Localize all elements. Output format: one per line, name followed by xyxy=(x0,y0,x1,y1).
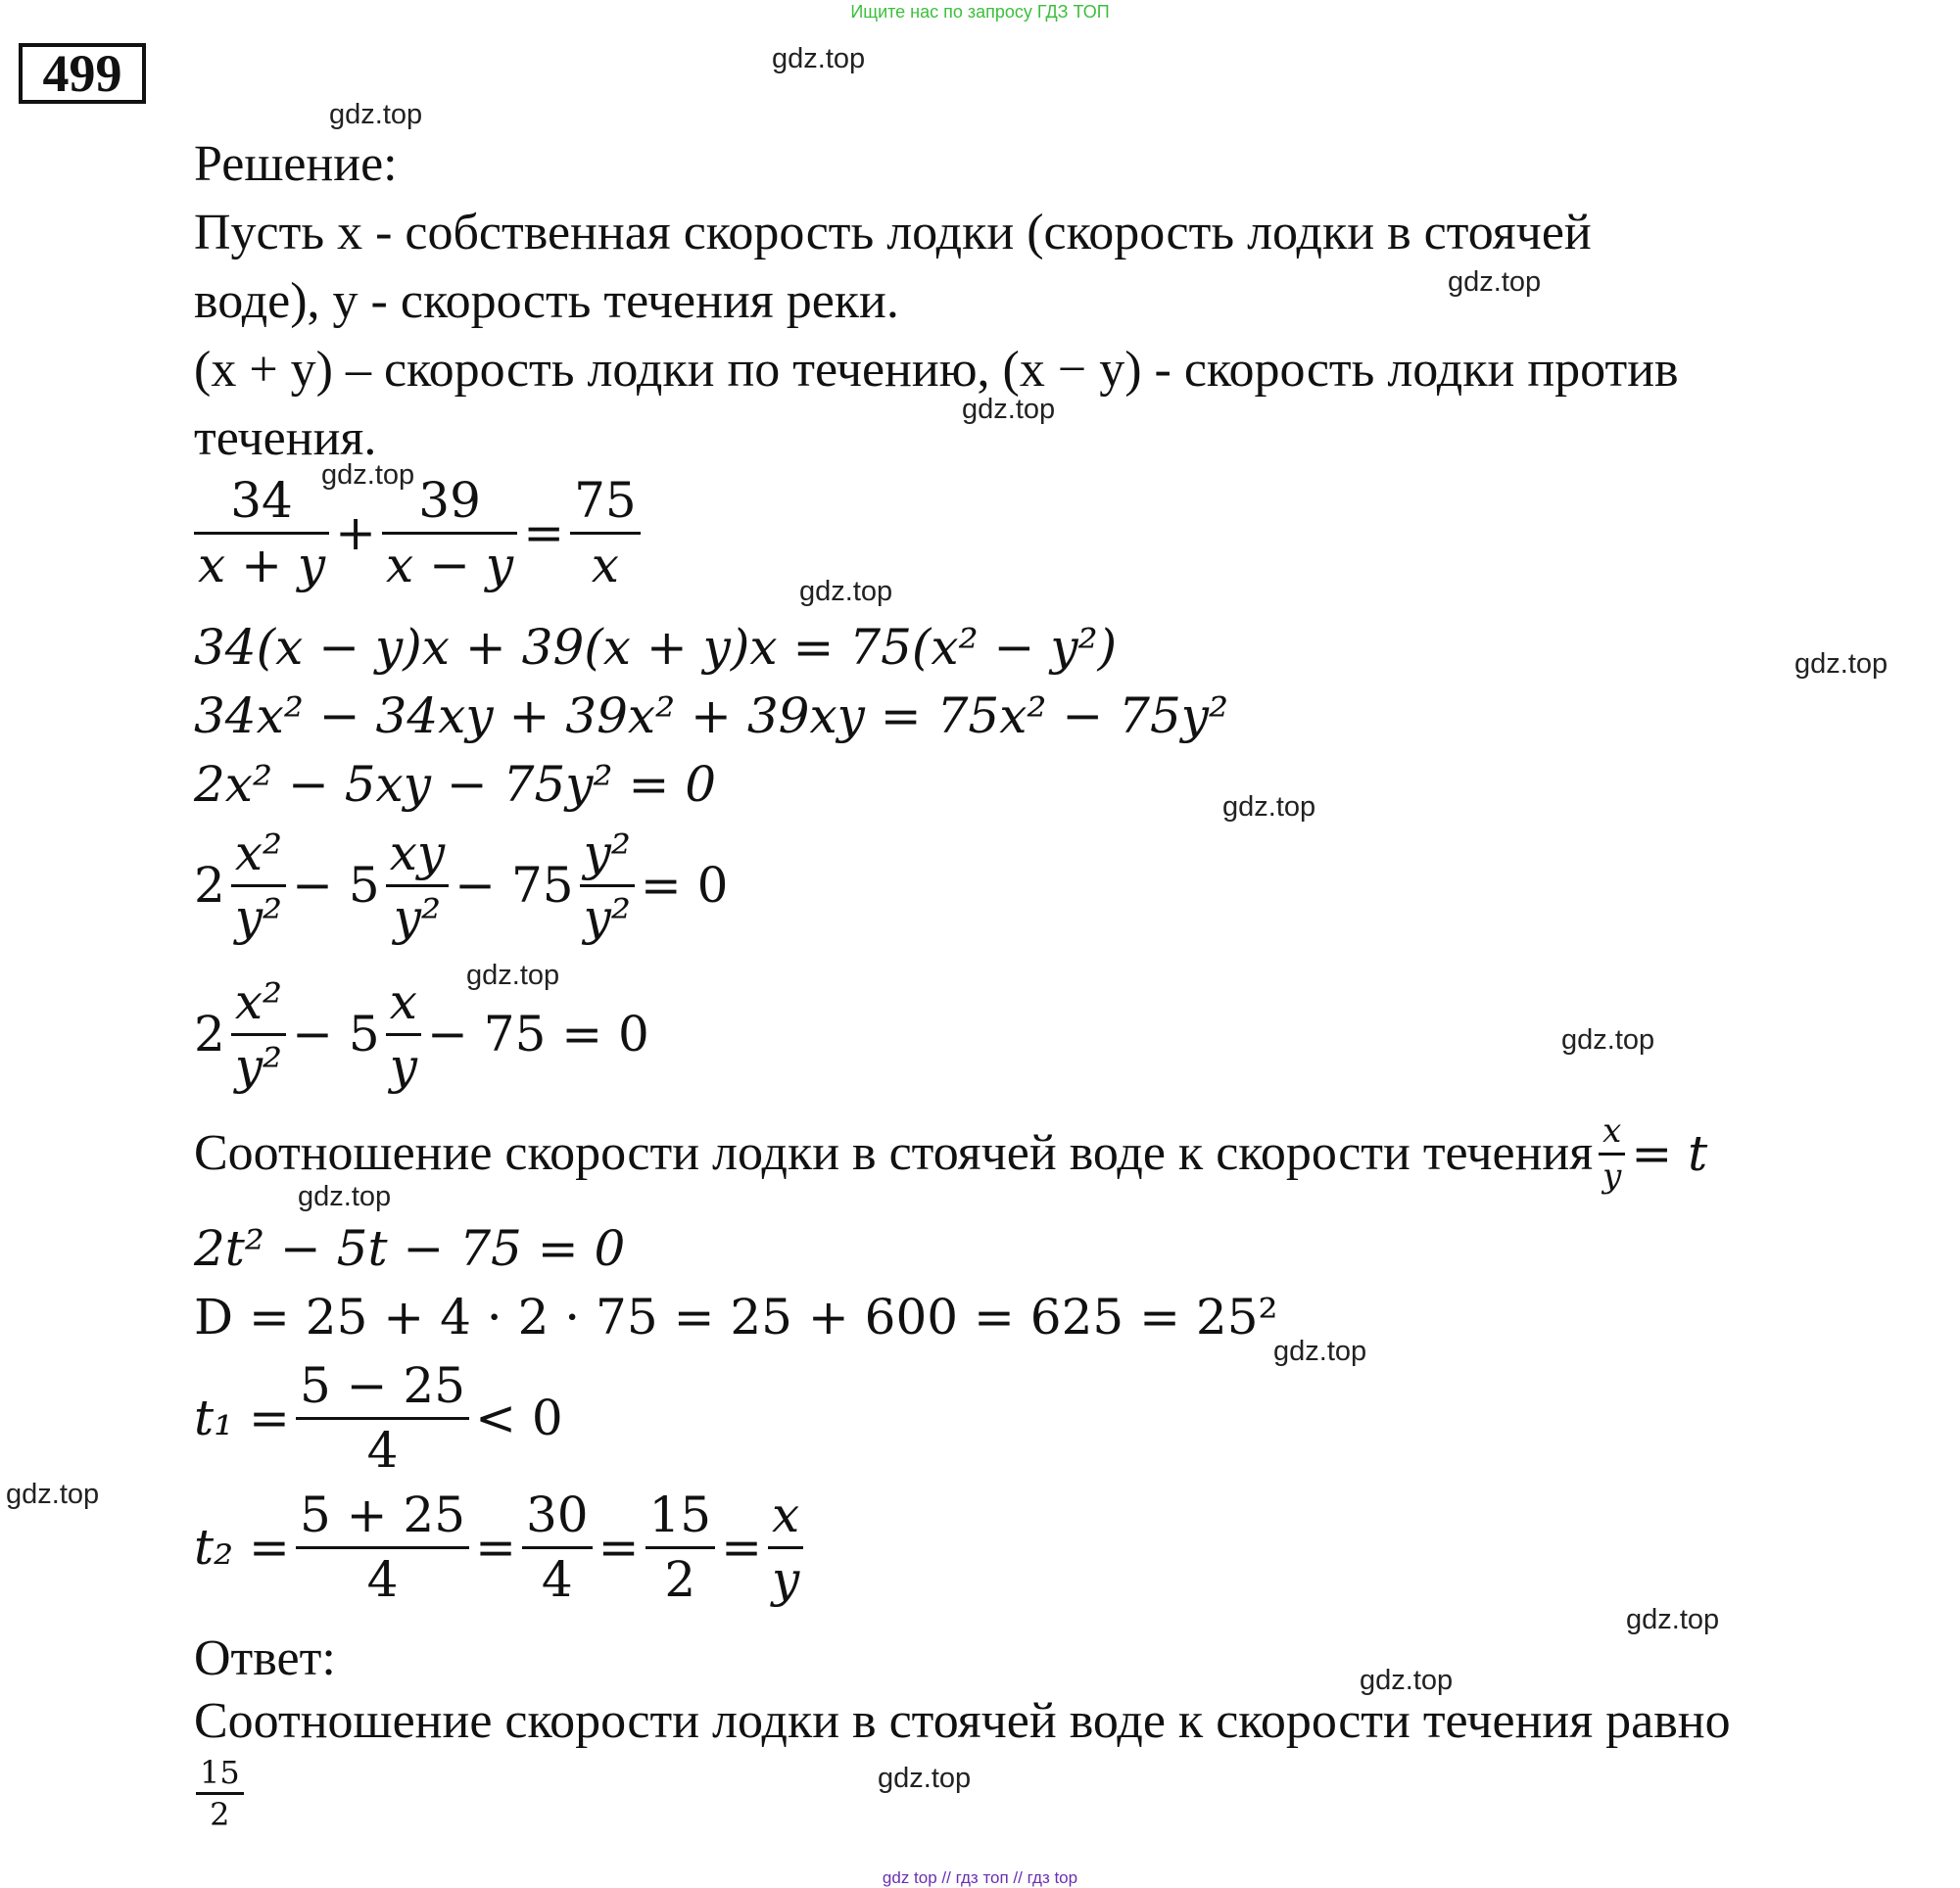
right-hand-side: − 75 = 0 xyxy=(426,1006,649,1062)
coefficient: − 5 xyxy=(292,857,380,914)
ratio-text: Соотношение скорости лодки в стоячей воде к скорости течения xyxy=(194,1125,1594,1181)
right-hand-side: = 0 xyxy=(640,857,729,914)
fraction xyxy=(296,1485,469,1610)
text-line: воде), y - скорость течения реки. xyxy=(194,273,899,329)
answer-text: Соотношение скорости лодки в стоячей воде к скорости течения равно xyxy=(194,1693,1731,1749)
watermark: gdz.top xyxy=(1448,266,1542,298)
denominator: y xyxy=(768,1546,803,1611)
fraction xyxy=(196,1753,244,1834)
fraction xyxy=(580,823,635,948)
fraction xyxy=(296,1355,469,1481)
watermark: gdz.top xyxy=(6,1479,100,1510)
numerator: 5 + 25 xyxy=(299,1487,466,1543)
right-hand-side: < 0 xyxy=(475,1390,563,1446)
numerator: 30 xyxy=(525,1487,589,1543)
numerator: y² xyxy=(583,825,631,881)
coefficient: 2 xyxy=(194,857,225,914)
operator: = xyxy=(523,504,565,561)
watermark: gdz.top xyxy=(1561,1024,1655,1056)
equation-fractions xyxy=(188,470,646,595)
watermark: gdz.top xyxy=(321,459,415,491)
fraction xyxy=(570,470,641,595)
fraction xyxy=(231,971,286,1097)
watermark: gdz.top xyxy=(329,99,423,130)
text-line: (x + y) – скорость лодки по течению, (x − y) - скорость лодки против xyxy=(194,342,1679,398)
discriminant: D = 25 + 4 · 2 · 75 = 25 + 600 = 625 = 25² xyxy=(194,1289,1278,1345)
ratio-line xyxy=(194,1110,1707,1197)
answer-heading: Ответ: xyxy=(194,1630,336,1686)
denominator: y² xyxy=(386,884,449,949)
fraction xyxy=(386,823,449,948)
text-line: Пусть x - собственная скорость лодки (скорость лодки в стоячей xyxy=(194,205,1592,260)
numerator: x² xyxy=(234,825,283,881)
watermark: gdz.top xyxy=(1273,1336,1367,1367)
denominator: 2 xyxy=(645,1546,716,1611)
answer-fraction xyxy=(190,1753,250,1834)
watermark: gdz.top xyxy=(878,1763,972,1794)
numerator: 75 xyxy=(574,472,637,529)
denominator: x xyxy=(570,532,641,596)
equation-fractions xyxy=(194,971,649,1097)
watermark: gdz.top xyxy=(799,576,893,607)
fraction xyxy=(386,971,421,1097)
denominator: 4 xyxy=(296,1417,469,1482)
watermark: gdz.top xyxy=(466,960,560,991)
solution-heading: Решение: xyxy=(194,136,398,192)
problem-number: 499 xyxy=(19,43,146,104)
coefficient: − 5 xyxy=(292,1006,380,1062)
watermark: gdz.top xyxy=(962,394,1056,425)
watermark: gdz.top xyxy=(772,43,866,74)
root-t1 xyxy=(194,1355,563,1481)
coefficient: − 75 xyxy=(454,857,574,914)
root-t2: t₂ = $\frac{5 + 25}{4}$ = $\frac{30}{4}$ = $\frac{15}{2}$ = $\frac{x}{y}$ xyxy=(194,1485,809,1610)
denominator: 2 xyxy=(196,1792,244,1834)
numerator: 15 xyxy=(648,1487,712,1543)
fraction xyxy=(231,823,286,948)
equation-fractions xyxy=(194,823,729,948)
numerator: x² xyxy=(234,973,283,1030)
fraction xyxy=(382,470,517,595)
denominator: y² xyxy=(231,1033,286,1098)
numerator: 39 xyxy=(418,472,481,529)
watermark: gdz.top xyxy=(1360,1665,1454,1696)
fraction xyxy=(645,1485,716,1610)
fraction xyxy=(768,1485,803,1610)
denominator: x + y xyxy=(194,532,329,596)
equation: 34(x − y)x + 39(x + y)x = 75(x² − y²) xyxy=(194,619,1118,676)
numerator: xy xyxy=(389,825,446,881)
watermark: gdz.top xyxy=(1626,1604,1720,1635)
equation: 2x² − 5xy − 75y² = 0 xyxy=(194,756,717,813)
equation: 2t² − 5t − 75 = 0 xyxy=(194,1220,626,1277)
numerator: x xyxy=(389,973,417,1030)
ratio-fraction xyxy=(1599,1110,1625,1197)
coefficient: 2 xyxy=(194,1006,225,1062)
equation: 34x² − 34xy + 39x² + 39xy = 75x² − 75y² xyxy=(194,687,1229,744)
numerator: x xyxy=(1602,1111,1622,1151)
search-banner: Ищите нас по запросу ГДЗ ТОП xyxy=(850,2,1110,22)
right-hand-side: = t xyxy=(1631,1125,1708,1182)
denominator: x − y xyxy=(382,532,517,596)
watermark: gdz.top xyxy=(1794,648,1888,680)
operator: + xyxy=(335,504,377,561)
lhs: t₁ = xyxy=(194,1390,290,1446)
watermark: gdz.top xyxy=(298,1181,392,1212)
fraction xyxy=(194,470,329,595)
denominator: y² xyxy=(580,884,635,949)
denominator: y² xyxy=(231,884,286,949)
denominator: y xyxy=(386,1033,421,1098)
fraction xyxy=(522,1485,593,1610)
numerator: 34 xyxy=(230,472,293,529)
lhs: t₂ = xyxy=(194,1519,290,1576)
numerator: x xyxy=(772,1487,800,1543)
denominator: 4 xyxy=(522,1546,593,1611)
numerator: 15 xyxy=(200,1754,240,1791)
footer-links: gdz top // гдз топ // гдз top xyxy=(882,1868,1078,1887)
watermark: gdz.top xyxy=(1222,791,1316,823)
denominator: 4 xyxy=(296,1546,469,1611)
text-line: течения. xyxy=(194,410,377,466)
numerator: 5 − 25 xyxy=(299,1357,466,1414)
denominator: y xyxy=(1599,1153,1625,1198)
